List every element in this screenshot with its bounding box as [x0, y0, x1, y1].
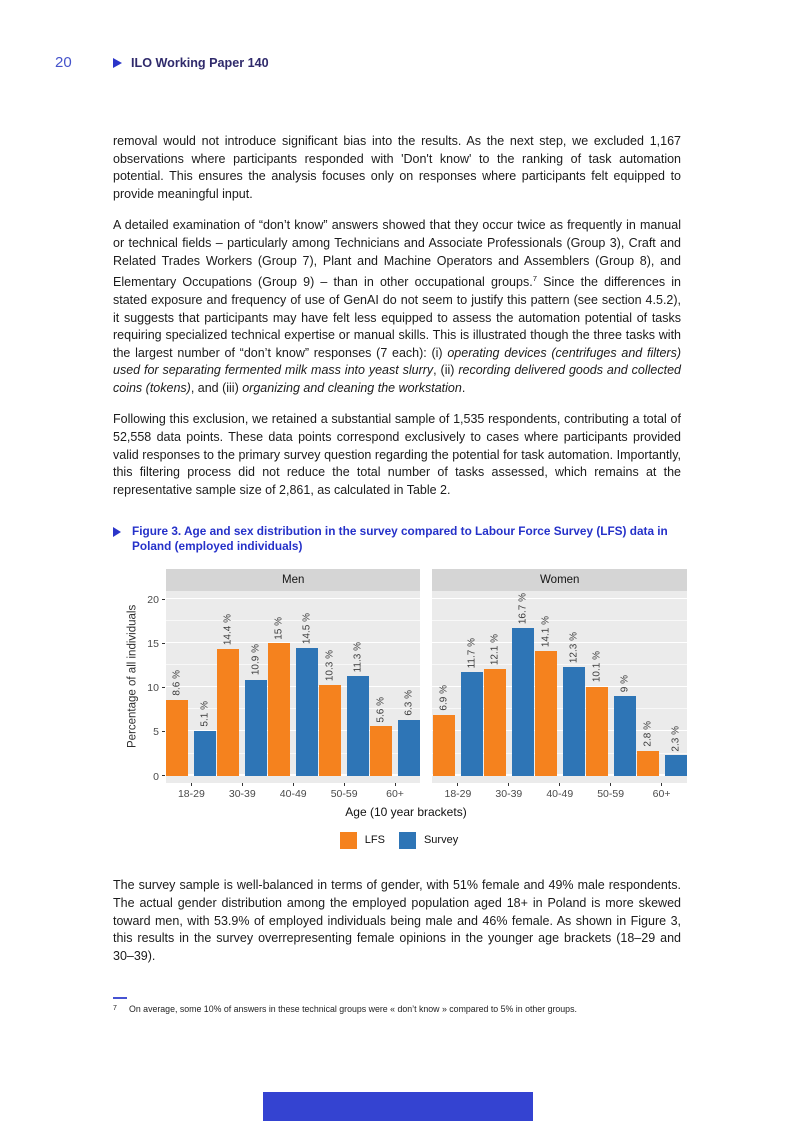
bar-lfs-men-30-39 — [217, 613, 239, 776]
x-tick-mark — [508, 783, 509, 786]
x-tick-mark — [457, 783, 458, 786]
bar-group-women-50-59 — [586, 651, 636, 776]
content-column — [113, 133, 681, 965]
bar-value-label: 16.7 % — [517, 593, 529, 625]
paragraph-1: removal would not introduce significant bias into the results. As the next step, we excluded 1,167 observations where participants responded with 'Don't know' to the ranking of task automation potential. This ensures the analysis focuses only on responses where participants felt equipped to provide meaningful input. — [113, 134, 681, 201]
figure-caption — [113, 524, 681, 553]
bar-group-men-40-49 — [268, 612, 318, 775]
bar-value-label: 14.5 % — [301, 612, 313, 644]
y-tick-label: 0 — [153, 770, 159, 783]
bar-survey-men-50-59 — [347, 641, 369, 776]
bar-group-women-60+ — [637, 721, 687, 776]
facet-women — [432, 569, 687, 803]
facet-strip-women: Women — [432, 569, 687, 591]
x-tick-label: 60+ — [652, 788, 671, 801]
x-axis-labels-men — [166, 783, 421, 803]
x-tick-mark — [661, 783, 662, 786]
footer-accent-bar — [263, 1092, 533, 1121]
bar-value-label: 6.9 % — [438, 685, 450, 711]
figure-3-chart — [125, 569, 687, 849]
x-tick-label: 40-49 — [279, 788, 307, 801]
x-tick-mark — [344, 783, 345, 786]
bar-survey-women-40-49 — [563, 632, 585, 775]
bar-survey-women-30-39 — [512, 593, 534, 775]
x-tick-cell — [484, 783, 534, 803]
bar-value-label: 14.4 % — [222, 613, 234, 645]
bar-value-label: 6.3 % — [403, 690, 415, 717]
footnote — [113, 997, 681, 1015]
bar-group-men-30-39 — [217, 613, 267, 776]
y-tick-label: 15 — [147, 638, 159, 651]
bar-lfs-women-18-29 — [433, 685, 455, 776]
paragraph-3: Following this exclusion, we retained a substantial sample of 1,535 respondents, contributing a total of 52,558 data points. These data points correspond exclusively to cases where participants provided valid responses to the primary survey question regarding the potential for task automation. Importantly, this filtering process did not reduce the total number of tasks assessed, which remains at the representative sample size of 2,861, as calculated in Table 2. — [113, 412, 681, 497]
x-tick-cell — [166, 783, 216, 803]
x-tick-label: 50-59 — [330, 788, 358, 801]
bar-lfs-men-50-59 — [319, 649, 341, 776]
bar-survey-men-18-29 — [194, 701, 216, 776]
facet-men — [166, 569, 421, 803]
x-tick-mark — [395, 783, 396, 786]
bar-group-men-60+ — [370, 690, 420, 775]
header-arrow-icon — [113, 58, 122, 68]
x-tick-mark — [242, 783, 243, 786]
x-tick-label: 60+ — [386, 788, 404, 801]
paragraph-4: The survey sample is well-balanced in terms of gender, with 51% female and 49% male respondents. The actual gender distribution among the employed population aged 18+ in Poland is more skewed toward men, with 53.9% of employed individuals being male and 46% female. As shown in Figure 3, this results in the survey overrepresenting female opinions in the younger age brackets (18–29 and 30–39). — [113, 878, 681, 963]
x-axis-labels-women — [432, 783, 687, 803]
bar-group-women-18-29 — [433, 638, 483, 775]
footnote-text: On average, some 10% of answers in these technical groups were « don’t know » compared to 5% in other groups. — [129, 1004, 577, 1014]
x-tick-mark — [559, 783, 560, 786]
bar-value-label: 10.3 % — [324, 649, 336, 681]
x-tick-cell — [586, 783, 636, 803]
paragraph-2: A detailed examination of “don’t know” answers showed that they occur twice as frequently in manual or technical fields – particularly among Technicians and Associate Professionals (Group 3), Craft and Related Trades Workers (Group 7), Plant and Machine Operators and Assemblers (Group 8), and Elementary Occupations (Group 9) – than in other occupational groups.$^7$ Since the differences in stated exposure and frequency of use of GenAI do not seem to justify this pattern (see section 4.5.2), it suggests that participants may have felt less equipped to assess the automation potential of tasks requiring specialized technical expertise or manual skills. This is illustrated though the three tasks with the largest number of “don’t know” responses (7 each): (i) operating devices (centrifuges and filters) used for separating fermented milk mass into yeast slurry, (ii) recording delivered goods and collected coins (tokens), and (iii) organizing and cleaning the workstation. — [113, 218, 681, 395]
bar-survey-men-60+ — [398, 690, 420, 775]
legend-label-survey: Survey — [423, 834, 459, 847]
y-tick-mark — [162, 599, 165, 600]
y-tick-mark — [162, 643, 165, 644]
bar-lfs-women-60+ — [637, 721, 659, 776]
footnote-row — [113, 1004, 681, 1015]
bar-survey-women-18-29 — [461, 638, 483, 775]
y-axis-ticks — [140, 591, 166, 783]
chart-legend — [125, 831, 687, 849]
bar-lfs-women-40-49 — [535, 616, 557, 775]
x-tick-label: 40-49 — [546, 788, 574, 801]
bar-value-label: 11.7 % — [466, 638, 478, 669]
x-tick-cell — [319, 783, 369, 803]
legend-swatch-survey — [399, 832, 416, 849]
bar-value-label: 5.6 % — [375, 696, 387, 723]
x-tick-cell — [535, 783, 585, 803]
plot-area-women — [432, 591, 687, 783]
bar-group-women-30-39 — [484, 593, 534, 775]
bar-lfs-men-40-49 — [268, 616, 290, 775]
facet-strip-men: Men — [166, 569, 421, 591]
bar-groups — [166, 591, 421, 775]
bar-group-men-18-29 — [166, 670, 216, 776]
x-tick-cell — [637, 783, 687, 803]
bar-lfs-women-50-59 — [586, 651, 608, 776]
x-tick-mark — [293, 783, 294, 786]
x-tick-label: 18-29 — [177, 788, 205, 801]
bar-survey-women-60+ — [665, 725, 687, 775]
figure-caption-text: Figure 3. Age and sex distribution in the survey compared to Labour Force Survey (LFS) data in Poland (employed individuals) — [132, 524, 668, 553]
x-tick-label: 18-29 — [444, 788, 472, 801]
footnote-divider — [113, 997, 127, 999]
footnote-marker: 7 — [113, 1005, 117, 1012]
y-tick-label: 5 — [153, 726, 159, 739]
x-tick-cell — [268, 783, 318, 803]
bar-value-label: 2.8 % — [642, 721, 654, 747]
legend-swatch-lfs — [340, 832, 357, 849]
x-tick-label: 30-39 — [495, 788, 523, 801]
y-tick-label: 10 — [147, 682, 159, 695]
bar-value-label: 15 % — [273, 616, 285, 640]
bar-lfs-men-60+ — [370, 696, 392, 775]
y-tick-mark — [162, 687, 165, 688]
x-axis-title: Age (10 year brackets) — [345, 805, 467, 820]
x-tick-mark — [610, 783, 611, 786]
bar-survey-men-40-49 — [296, 612, 318, 776]
bar-groups — [432, 591, 687, 775]
bar-group-women-40-49 — [535, 616, 585, 775]
y-tick-mark — [162, 731, 165, 732]
page-header — [55, 54, 738, 71]
x-tick-cell — [433, 783, 483, 803]
legend-label-lfs: LFS — [364, 834, 385, 847]
y-tick-label: 20 — [147, 594, 159, 607]
bar-lfs-women-30-39 — [484, 633, 506, 776]
bar-value-label: 12.3 % — [568, 632, 580, 664]
bar-value-label: 14.1 % — [540, 616, 552, 648]
bar-survey-women-50-59 — [614, 675, 636, 775]
bar-value-label: 12.1 % — [489, 633, 501, 665]
header-title: ILO Working Paper 140 — [131, 55, 269, 70]
bar-value-label: 5.1 % — [199, 701, 211, 727]
x-tick-mark — [191, 783, 192, 786]
bar-value-label: 2.3 % — [670, 725, 682, 752]
chart-plot-grid — [125, 569, 687, 803]
bar-value-label: 10.1 % — [591, 651, 603, 683]
bar-survey-men-30-39 — [245, 644, 267, 776]
x-tick-cell — [217, 783, 267, 803]
y-axis — [140, 569, 166, 803]
y-axis-title: Percentage of all individuals — [126, 604, 139, 749]
x-tick-label: 50-59 — [597, 788, 625, 801]
bar-value-label: 8.6 % — [171, 670, 183, 696]
x-tick-cell — [370, 783, 420, 803]
bar-lfs-men-18-29 — [166, 670, 188, 776]
page-number: 20 — [55, 54, 72, 71]
bar-value-label: 9 % — [619, 675, 631, 693]
bar-group-men-50-59 — [319, 641, 369, 776]
x-tick-label: 30-39 — [228, 788, 256, 801]
plot-area-men — [166, 591, 421, 783]
caption-arrow-icon — [113, 527, 121, 537]
y-tick-mark — [162, 775, 165, 776]
bar-value-label: 11.3 % — [352, 641, 364, 672]
bar-value-label: 10.9 % — [250, 644, 262, 676]
